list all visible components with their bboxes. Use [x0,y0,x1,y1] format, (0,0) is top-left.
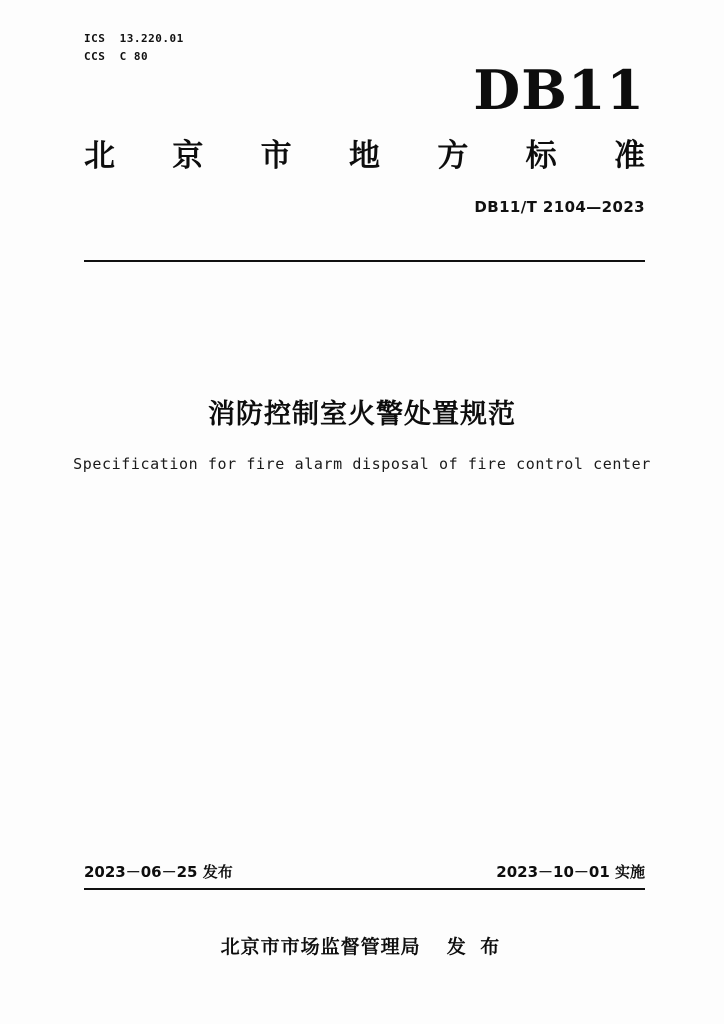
ccs-label: CCS [84,50,106,63]
footer-divider [84,888,645,890]
page-subtitle-english: Specification for fire alarm disposal of fire control center [73,455,651,473]
standard-series-title [84,130,645,175]
issue-date: 2023－06－25 发布 [84,863,233,881]
dates-row [84,861,645,882]
db11-logo: DB11 [473,58,645,122]
ics-value: 13.220.01 [119,32,184,45]
page-title: 消防控制室火警处置规范 [208,399,516,430]
publish-word: 发 布 [446,936,504,958]
series-char-4: 方 [437,138,469,174]
publisher-name: 北京市市场监督管理局 [220,936,421,958]
series-char-2: 市 [260,138,292,174]
standard-number: DB11/T 2104—2023 [474,198,645,216]
implementation-date: 2023－10－01 实施 [496,863,645,881]
ccs-code-line [84,48,184,66]
series-char-5: 标 [525,138,557,174]
ics-code-line [84,30,184,48]
series-char-0: 北 [84,138,115,174]
series-char-3: 地 [348,138,380,174]
series-char-6: 准 [613,138,645,174]
publisher-line [0,932,724,959]
classification-codes [84,30,184,66]
ccs-value: C 80 [119,50,149,63]
series-char-1: 京 [172,138,204,174]
header-divider [84,260,645,262]
ics-label: ICS [84,32,106,45]
